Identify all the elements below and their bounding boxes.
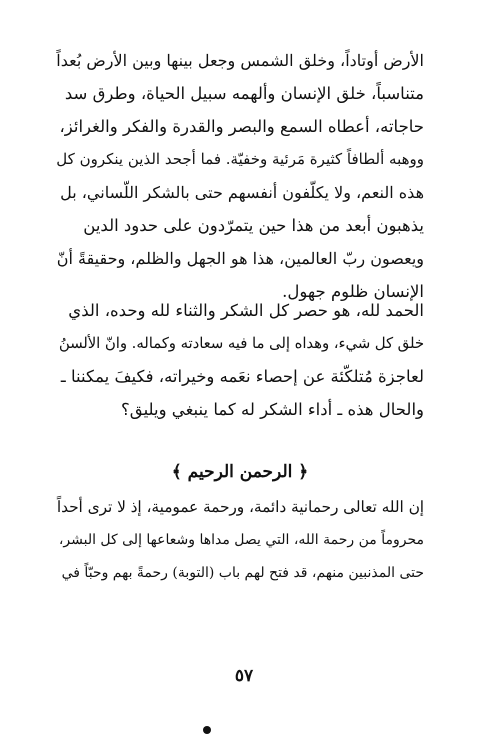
text-line: الأرض أوتاداً، وخلق الشمس وجعل بينها وبين الأرض بُعداً — [56, 51, 424, 70]
paragraph-1 — [56, 44, 424, 308]
text-line: الحمد لله، هو حصر كل الشكر والثناء لله وحده، الذي — [68, 301, 424, 320]
text-line: محروماً من رحمة الله، التي يصل مداها وشعاعها إلى كل البشر، — [58, 532, 424, 548]
text-line: حاجاته، أعطاه السمع والبصر والقدرة والفكر والغرائز، — [59, 117, 424, 136]
text-line: الإنسان ظلوم جهول. — [282, 282, 424, 301]
text-line: خلق كل شيء، وهداه إلى ما فيه سعادته وكماله. وانّ الألسنُ — [58, 335, 424, 352]
text-line: والحال هذه ـ أداء الشكر له كما ينبغي ويليق؟ — [121, 400, 424, 419]
paragraph-2 — [56, 294, 424, 426]
scan-mark — [203, 726, 211, 734]
text-line: ويعصون ربّ العالمين، هذا هو الجهل والظلم، وحقيقةً أنّ — [56, 249, 424, 268]
text-line: إن الله تعالى رحمانية دائمة، ورحمة عمومية، إذ لا ترى أحداً — [56, 498, 424, 516]
text-line: متناسباً، خلق الإنسان وألهمه سبيل الحياة، وطرق سد — [64, 84, 424, 103]
section-heading: ﴿ الرحمن الرحيم ﴾ — [171, 462, 309, 482]
text-line: يذهبون أبعد من هذا حين يتمرّدون على حدود الدين — [83, 216, 424, 235]
text-line: ووهبه ألطافاً كثيرة مَرئية وخفيّة. فما أجحد الذين ينكرون كل — [56, 150, 424, 168]
paragraph-3 — [56, 491, 424, 590]
text-line: لعاجزة مُتلكّئة عن إحصاء نعَمه وخيراته، فكيفَ يمكننا ـ — [60, 367, 424, 386]
text-line: حتى المذنبين منهم، قد فتح لهم باب (التوبة) رحمةً بهم وحبّاً في — [61, 565, 424, 581]
page-number: ٥٧ — [234, 666, 254, 686]
text-line: هذه النعم، ولا يكلّفون أنفسهم حتى بالشكر اللّساني، بل — [60, 183, 424, 202]
